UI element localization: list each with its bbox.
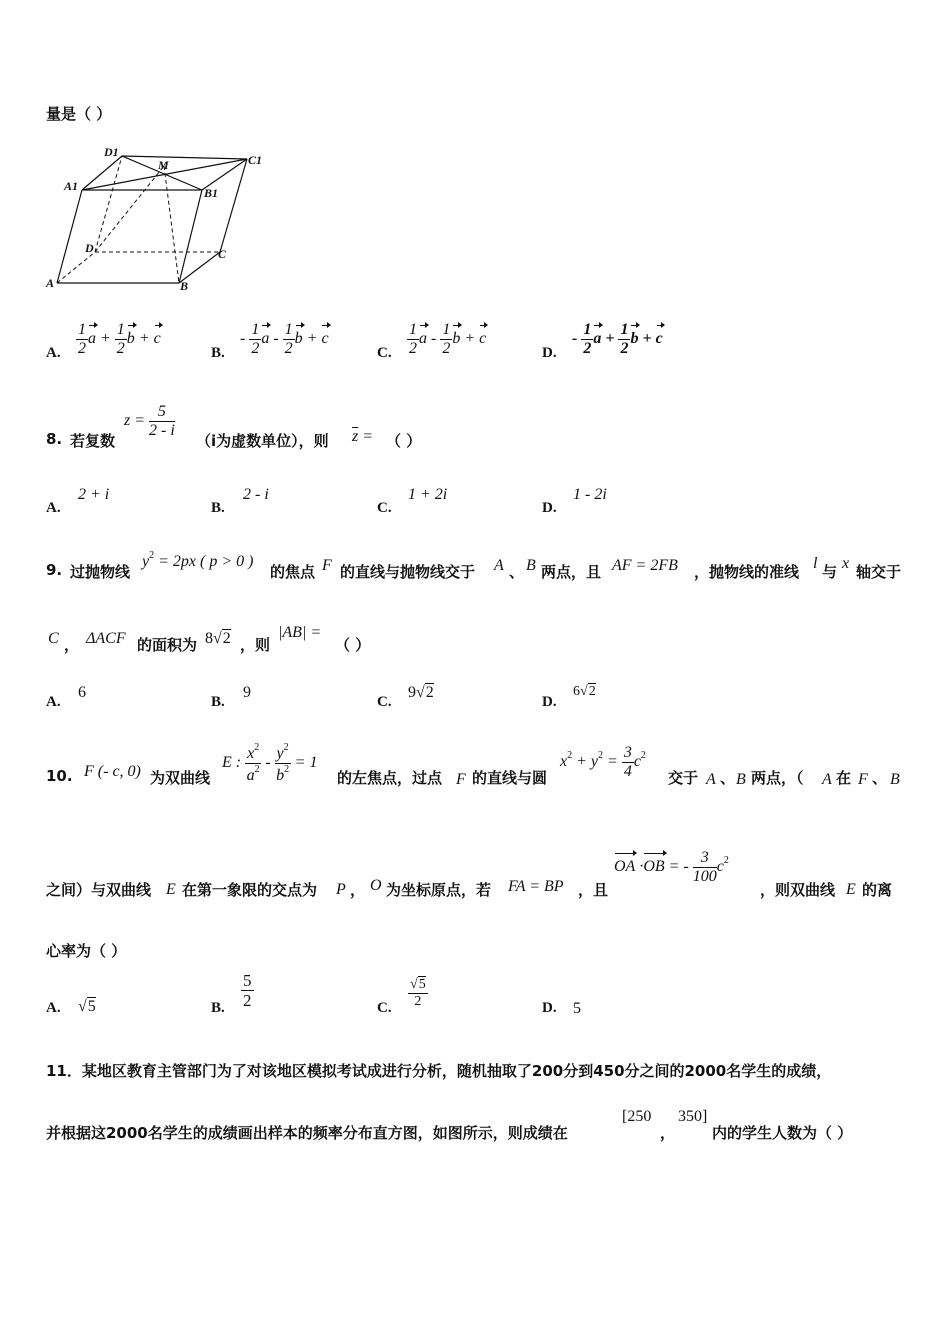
q7-option-b-expr: - $\frac{1}{2}$ a - $\frac{1}{2}$ b + c bbox=[240, 321, 329, 357]
q9-t3: 的直线与抛物线交于 bbox=[340, 563, 476, 581]
q9-point-b: B bbox=[526, 557, 536, 574]
q9-triangle: ΔACF bbox=[86, 630, 126, 647]
q10-option-a-value: √5 bbox=[78, 998, 96, 1015]
q10-option-b-value: $\frac{5}{2}$ bbox=[243, 971, 252, 1010]
q8-option-a-value: 2 + i bbox=[78, 486, 110, 503]
q7-option-c-expr: $\frac{1}{2}$ a - $\frac{1}{2}$ b + c bbox=[409, 321, 487, 357]
q10-option-d-value: 5 bbox=[573, 1000, 581, 1017]
label-b: B bbox=[180, 279, 189, 293]
q10-t6: 两点，（ bbox=[751, 769, 804, 787]
q10-t10: 在第一象限的交点为 bbox=[182, 881, 318, 899]
q7-option-a-label: A. bbox=[46, 345, 61, 361]
q10-option-c-label: C. bbox=[377, 1000, 392, 1016]
q9-option-b-value: 9 bbox=[243, 684, 251, 701]
q10-t1: 为双曲线 bbox=[150, 769, 211, 787]
q7-option-a-expr: $\frac{1}{2}$ a + $\frac{1}{2}$ b + c bbox=[78, 321, 161, 357]
q11-interval-left: [250 bbox=[622, 1108, 652, 1125]
q10-t9: 之间）与双曲线 bbox=[46, 881, 152, 899]
q10-dot-product: OA ·OB = - $\frac{3}{100}$ $c^2$ bbox=[614, 849, 729, 885]
q9-t11: ，则 bbox=[240, 636, 271, 654]
q10-t11: ， bbox=[350, 881, 366, 899]
label-c1: C1 bbox=[248, 153, 263, 167]
q9-point-a: A bbox=[494, 557, 504, 574]
q11-line-1: 11．某地区教育主管部门为了对该地区模拟考试成进行分析，随机抽取了200分到450分之间的2000名学生的成绩， bbox=[46, 1062, 832, 1080]
q10-fa-eq: FA = BP bbox=[508, 878, 564, 895]
q10-curve-e: E bbox=[166, 881, 176, 898]
q9-option-c-value: 9√2 bbox=[408, 684, 434, 701]
q7-option-d-expr: - $\frac{1}{2}$ a + $\frac{1}{2}$ b + c bbox=[572, 321, 663, 357]
q10-option-b-label: B. bbox=[211, 1000, 225, 1016]
q8-option-c-label: C. bbox=[377, 500, 392, 516]
q8-note: （i为虚数单位），则 bbox=[196, 432, 329, 450]
q7-option-b-label: B. bbox=[211, 345, 225, 361]
q8-option-b-value: 2 - i bbox=[243, 486, 269, 503]
q10-t16: 心率为（ ） bbox=[46, 942, 127, 960]
q11-line-2a: 并根据这2000名学生的成绩画出样本的频率分布直方图，如图所示，则成绩在 bbox=[46, 1124, 568, 1142]
q10-t4: 交于 bbox=[668, 769, 699, 787]
q10-t8: 、 bbox=[872, 769, 888, 787]
q10-t3: 的直线与圆 bbox=[472, 769, 548, 787]
q9-area-value: 8√2 bbox=[205, 630, 231, 647]
q8-option-d-value: 1 - 2i bbox=[573, 486, 607, 503]
q11-line-2b: 内的学生人数为（ ） bbox=[712, 1124, 853, 1142]
q7-tail-text: 量是（ ） bbox=[46, 105, 112, 123]
q11-comma: ， bbox=[660, 1124, 676, 1142]
q8-option-b-label: B. bbox=[211, 500, 225, 516]
q9-point-c: C bbox=[48, 630, 59, 647]
label-a1: A1 bbox=[64, 179, 79, 193]
q10-t13: ，且 bbox=[578, 881, 609, 899]
q10-t2: 的左焦点，过点 bbox=[337, 769, 443, 787]
q7-option-c-label: C. bbox=[377, 345, 392, 361]
q10-point-a2: A bbox=[822, 771, 832, 788]
q9-option-d-label: D. bbox=[542, 694, 557, 710]
q9-t2: 的焦点 bbox=[270, 563, 316, 581]
q9-axis-x: x bbox=[842, 555, 850, 572]
q9-t4: 、 bbox=[509, 563, 525, 581]
q10-curve-e2: E bbox=[846, 881, 856, 898]
q8-option-d-label: D. bbox=[542, 500, 557, 516]
q10-t14: ，则双曲线 bbox=[760, 881, 836, 899]
q9-t9: ， bbox=[64, 636, 80, 654]
q8-option-c-value: 1 + 2i bbox=[408, 486, 448, 503]
label-a: A bbox=[46, 276, 55, 290]
label-m: M bbox=[158, 158, 169, 172]
q9-t8: 轴交于 bbox=[856, 563, 902, 581]
q7-option-d-label: D. bbox=[542, 345, 557, 361]
q9-option-b-label: B. bbox=[211, 694, 225, 710]
q8-prefix: 若复数 bbox=[70, 432, 116, 450]
label-d: D bbox=[85, 241, 94, 255]
q9-t1: 过抛物线 bbox=[70, 563, 131, 581]
q10-t7: 在 bbox=[836, 769, 852, 787]
q9-point-f: F bbox=[322, 557, 332, 574]
q10-origin-o: O bbox=[370, 877, 382, 894]
q9-t10: 的面积为 bbox=[137, 636, 198, 654]
q11-interval-right: 350] bbox=[678, 1108, 708, 1125]
q8-option-a-label: A. bbox=[46, 500, 61, 516]
label-c: C bbox=[218, 247, 227, 261]
q9-ab-abs: |AB| = bbox=[278, 624, 322, 641]
q9-t12: （ ） bbox=[335, 636, 371, 654]
q9-number: 9. bbox=[46, 561, 63, 579]
q9-t5: 两点，且 bbox=[541, 563, 602, 581]
q10-focus: F (- c, 0) bbox=[84, 763, 141, 780]
q9-t7: 与 bbox=[822, 563, 838, 581]
q9-option-a-value: 6 bbox=[78, 684, 86, 701]
label-b1: B1 bbox=[204, 186, 219, 200]
q10-hyperbola-eq: E : $\frac{x^2}{a^2}$ - $\frac{y^2}{b^2}$ = 1 bbox=[222, 742, 318, 784]
q10-t5: 、 bbox=[720, 769, 736, 787]
q9-t6: ，抛物线的准线 bbox=[694, 563, 800, 581]
q9-option-d-value: 6√2 bbox=[573, 684, 596, 699]
label-d1: D1 bbox=[104, 145, 119, 159]
q8-z-bar: $\overline{z}$ = bbox=[352, 428, 374, 445]
q10-option-a-label: A. bbox=[46, 1000, 61, 1016]
parallelepiped-figure bbox=[42, 140, 272, 295]
q10-option-d-label: D. bbox=[542, 1000, 557, 1016]
q9-line-l: l bbox=[813, 555, 818, 572]
q8-z-definition: z = $\frac{5}{2 - i}$ bbox=[124, 403, 175, 439]
q10-number: 10. bbox=[46, 767, 73, 785]
q10-point-f2: F bbox=[858, 771, 868, 788]
q9-parabola-eq: $y^2 = 2px$ ( p > 0 ) bbox=[142, 550, 254, 570]
q10-point-b: B bbox=[736, 771, 746, 788]
q9-option-c-label: C. bbox=[377, 694, 392, 710]
q10-circle-eq: $x^2 + y^2$ = $\frac{3}{4}$ $c^2$ bbox=[560, 744, 646, 780]
q9-af-eq: AF = 2FB bbox=[612, 557, 678, 574]
q10-t12: 为坐标原点，若 bbox=[386, 881, 492, 899]
q9-option-a-label: A. bbox=[46, 694, 61, 710]
q10-point-p: P bbox=[336, 881, 346, 898]
q10-point-b2: B bbox=[890, 771, 900, 788]
q10-option-c-value: $\frac{√5}{2}$ bbox=[410, 977, 426, 1009]
q8-suffix: （ ） bbox=[386, 432, 422, 450]
q10-t15: 的离 bbox=[862, 881, 893, 899]
q8-number: 8. bbox=[46, 430, 63, 448]
q10-point-a: A bbox=[706, 771, 716, 788]
q10-point-f: F bbox=[456, 771, 466, 788]
